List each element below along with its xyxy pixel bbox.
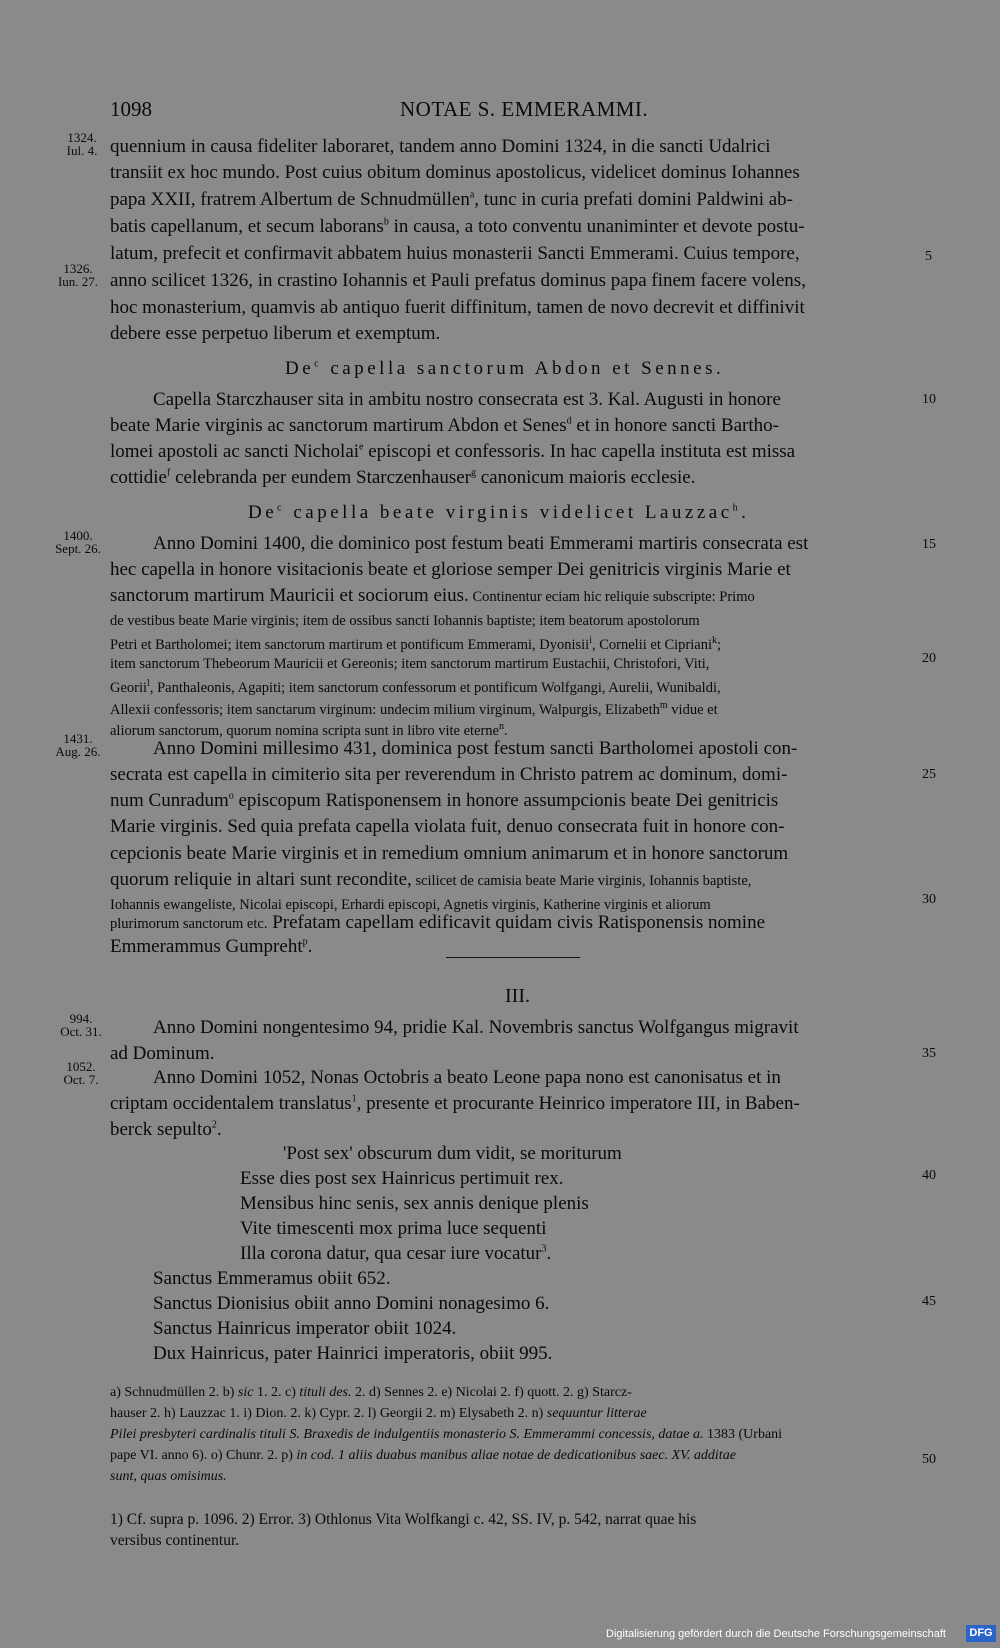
funding-credit: Digitalisierung gefördert durch die Deutsche Forschungsgemeinschaft	[606, 1628, 946, 1640]
text-line: aliorum sanctorum, quorum nomina scripta sunt in libro vite eterne$^n$.	[110, 721, 508, 739]
line-number: 5	[925, 249, 932, 264]
text-line: quennium in causa fideliter laboraret, tandem anno Domini 1324, in die sancti Udalrici	[110, 136, 771, 157]
text-line: Sanctus Hainricus imperator obiit 1024.	[153, 1318, 457, 1339]
margin-date: 1431. Aug. 26.	[55, 731, 101, 759]
margin-date: 994. Oct. 31.	[60, 1011, 102, 1039]
apparatus-line: Pilei presbyteri cardinalis tituli S. Braxedis de indulgentiis monasterio S. Emmerammi concessis, datae a. 1383 (Urbani	[110, 1427, 783, 1442]
text-line: Anno Domini millesimo 431, dominica post festum sancti Bartholomei apostoli con-	[153, 738, 798, 759]
text-line: criptam occidentalem translatus$^1$, presente et procurante Heinrico imperatore III, in Baben-	[110, 1093, 800, 1114]
apparatus-line: pape VI. anno 6). o) Chunr. 2. p) in cod. 1 aliis duabus manibus aliae notae de dedicationibus saec. XV. additae	[110, 1448, 736, 1463]
text-line: cottidie$^f$ celebranda per eundem Starczenhauser$^g$ canonicum maioris ecclesie.	[110, 467, 696, 488]
section-number: III.	[505, 985, 530, 1007]
text-line: hec capella in honore visitacionis beate et gloriose semper Dei genitricis virginis Marie et	[110, 559, 791, 580]
footnote-line: versibus continentur.	[110, 1532, 240, 1549]
text-line: batis capellanum, et secum laborans$^b$ in causa, a toto conventu unaniminter et devote postu-	[110, 216, 805, 237]
verse-line: Mensibus hinc senis, sex annis denique plenis	[240, 1193, 589, 1214]
verse-line: Illa corona datur, qua cesar iure vocatur$^3$.	[240, 1243, 552, 1264]
text-line: de vestibus beate Marie virginis; item de ossibus sancti Iohannis baptiste; item beatorum apostolorum	[110, 613, 700, 629]
text-line: Allexii confessoris; item sanctarum virginum: undecim milium virginum, Walpurgis, Elizabeth$^m$ vidue et	[110, 700, 718, 718]
line-number: 10	[922, 392, 936, 407]
text-line: Emmerammus Gumpreht$^p$.	[110, 936, 313, 957]
apparatus-line: a) Schnudmüllen 2. b) sic 1. 2. c) tituli des. 2. d) Sennes 2. e) Nicolai 2. f) quott. 2. g) Starcz-	[110, 1385, 632, 1400]
apparatus-line: hauser 2. h) Lauzzac 1. i) Dion. 2. k) Cypr. 2. l) Georgii 2. m) Elysabeth 2. n) sequuntur litterae	[110, 1406, 647, 1421]
section-heading: De$^c$ capella sanctorum Abdon et Sennes.	[285, 358, 725, 379]
text-line: Capella Starczhauser sita in ambitu nostro consecrata est 3. Kal. Augusti in honore	[153, 389, 781, 410]
text-line: latum, prefecit et confirmavit abbatem huius monasterii Sancti Emmerami. Cuius tempore,	[110, 243, 800, 264]
text-line: transiit ex hoc mundo. Post cuius obitum dominus apostolicus, videlicet dominus Iohannes	[110, 162, 800, 183]
margin-date: 1324. Iul. 4.	[66, 130, 98, 158]
text-line: Sanctus Emmeramus obiit 652.	[153, 1268, 391, 1289]
dfg-logo: DFG	[966, 1625, 996, 1642]
text-line: papa XXII, fratrem Albertum de Schnudmüllen$^a$, tunc in curia prefati domini Paldwini ab-	[110, 189, 793, 210]
section-heading: De$^c$ capella beate virginis videlicet Lauzzac$^h$.	[248, 502, 750, 523]
text-line: Anno Domini nongentesimo 94, pridie Kal. Novembris sanctus Wolfgangus migravit	[153, 1017, 799, 1038]
apparatus-line: sunt, quas omisimus.	[110, 1469, 227, 1484]
text-line: debere esse perpetuo liberum et exemptum.	[110, 323, 441, 344]
text-line: Sanctus Dionisius obiit anno Domini nonagesimo 6.	[153, 1293, 550, 1314]
line-number: 45	[922, 1294, 936, 1309]
text-line: Iohannis ewangeliste, Nicolai episcopi, Erhardi episcopi, Agnetis virginis, Katherine virginis et aliorum	[110, 897, 711, 913]
text-line: hoc monasterium, quamvis ab antiquo fuerit diffinitum, tamen de novo decrevit et diffinivit	[110, 297, 805, 318]
text-line: Marie virginis. Sed quia prefata capella violata fuit, denuo consecrata fuit in honore con-	[110, 816, 785, 837]
margin-date: 1326. Iun. 27.	[57, 261, 99, 289]
text-line: plurimorum sanctorum etc. Prefatam capellam edificavit quidam civis Ratisponensis nomine	[110, 912, 766, 933]
text-line: lomei apostoli ac sancti Nicholai$^e$ episcopi et confessoris. In hac capella instituta est missa	[110, 441, 796, 462]
verse-line: Esse dies post sex Hainricus pertimuit rex.	[240, 1168, 564, 1189]
verse-line: Vite timescenti mox prima luce sequenti	[240, 1218, 547, 1239]
text-line: ad Dominum.	[110, 1043, 215, 1064]
text-line: secrata est capella in cimiterio sita per reverendum in Christo patrem ac dominum, domi-	[110, 764, 788, 785]
text-line: beate Marie virginis ac sanctorum martirum Abdon et Senes$^d$ et in honore sancti Bartho-	[110, 415, 779, 436]
text-line: Anno Domini 1052, Nonas Octobris a beato Leone papa nono est canonisatus et in	[153, 1067, 781, 1088]
line-number: 15	[922, 537, 936, 552]
line-number: 35	[922, 1046, 936, 1061]
line-number: 30	[922, 892, 936, 907]
line-number: 40	[922, 1168, 936, 1183]
line-number: 50	[922, 1452, 936, 1467]
line-number: 20	[922, 651, 936, 666]
text-line: Dux Hainricus, pater Hainrici imperatoris, obiit 995.	[153, 1343, 553, 1364]
verse-line: 'Post sex' obscurum dum vidit, se moriturum	[283, 1143, 622, 1164]
text-line: sanctorum martirum Mauricii et sociorum eius. Continentur eciam hic reliquie subscripte: Primo	[110, 585, 755, 606]
text-line: Anno Domini 1400, die dominico post festum beati Emmerami martiris consecrata est	[153, 533, 809, 554]
text-line: item sanctorum Thebeorum Mauricii et Gereonis; item sanctorum martirum Eustachii, Christofori, Viti,	[110, 656, 710, 672]
text-line: anno scilicet 1326, in crastino Iohannis et Pauli prefatus dominus papa finem facere volens,	[110, 270, 806, 291]
running-head: NOTAE S. EMMERAMMI.	[400, 97, 649, 121]
footnote-line: 1) Cf. supra p. 1096. 2) Error. 3) Othlonus Vita Wolfkangi c. 42, SS. IV, p. 542, narrat quae his	[110, 1511, 697, 1528]
divider	[446, 957, 580, 958]
margin-date: 1400. Sept. 26.	[55, 528, 101, 556]
margin-date: 1052. Oct. 7.	[63, 1059, 99, 1087]
text-line: quorum reliquie in altari sunt recondite, scilicet de camisia beate Marie virginis, Iohannis baptiste,	[110, 869, 752, 890]
page-number: 1098	[110, 97, 152, 121]
line-number: 25	[922, 767, 936, 782]
text-line: Georii$^l$, Panthaleonis, Agapiti; item sanctorum confessorum et pontificum Wolfgangi, Aurelii, Wunibaldi,	[110, 678, 721, 696]
text-line: berck sepulto$^2$.	[110, 1119, 222, 1140]
text-line: Petri et Bartholomei; item sanctorum martirum et pontificum Emmerami, Dyonisii$^i$, Cornelii et Cipriani$^k$;	[110, 635, 722, 653]
text-line: num Cunradum$^o$ episcopum Ratisponensem in honore assumpcionis beate Dei genitricis	[110, 790, 779, 811]
text-line: cepcionis beate Marie virginis et in remedium omnium animarum et in honore sanctorum	[110, 843, 789, 864]
